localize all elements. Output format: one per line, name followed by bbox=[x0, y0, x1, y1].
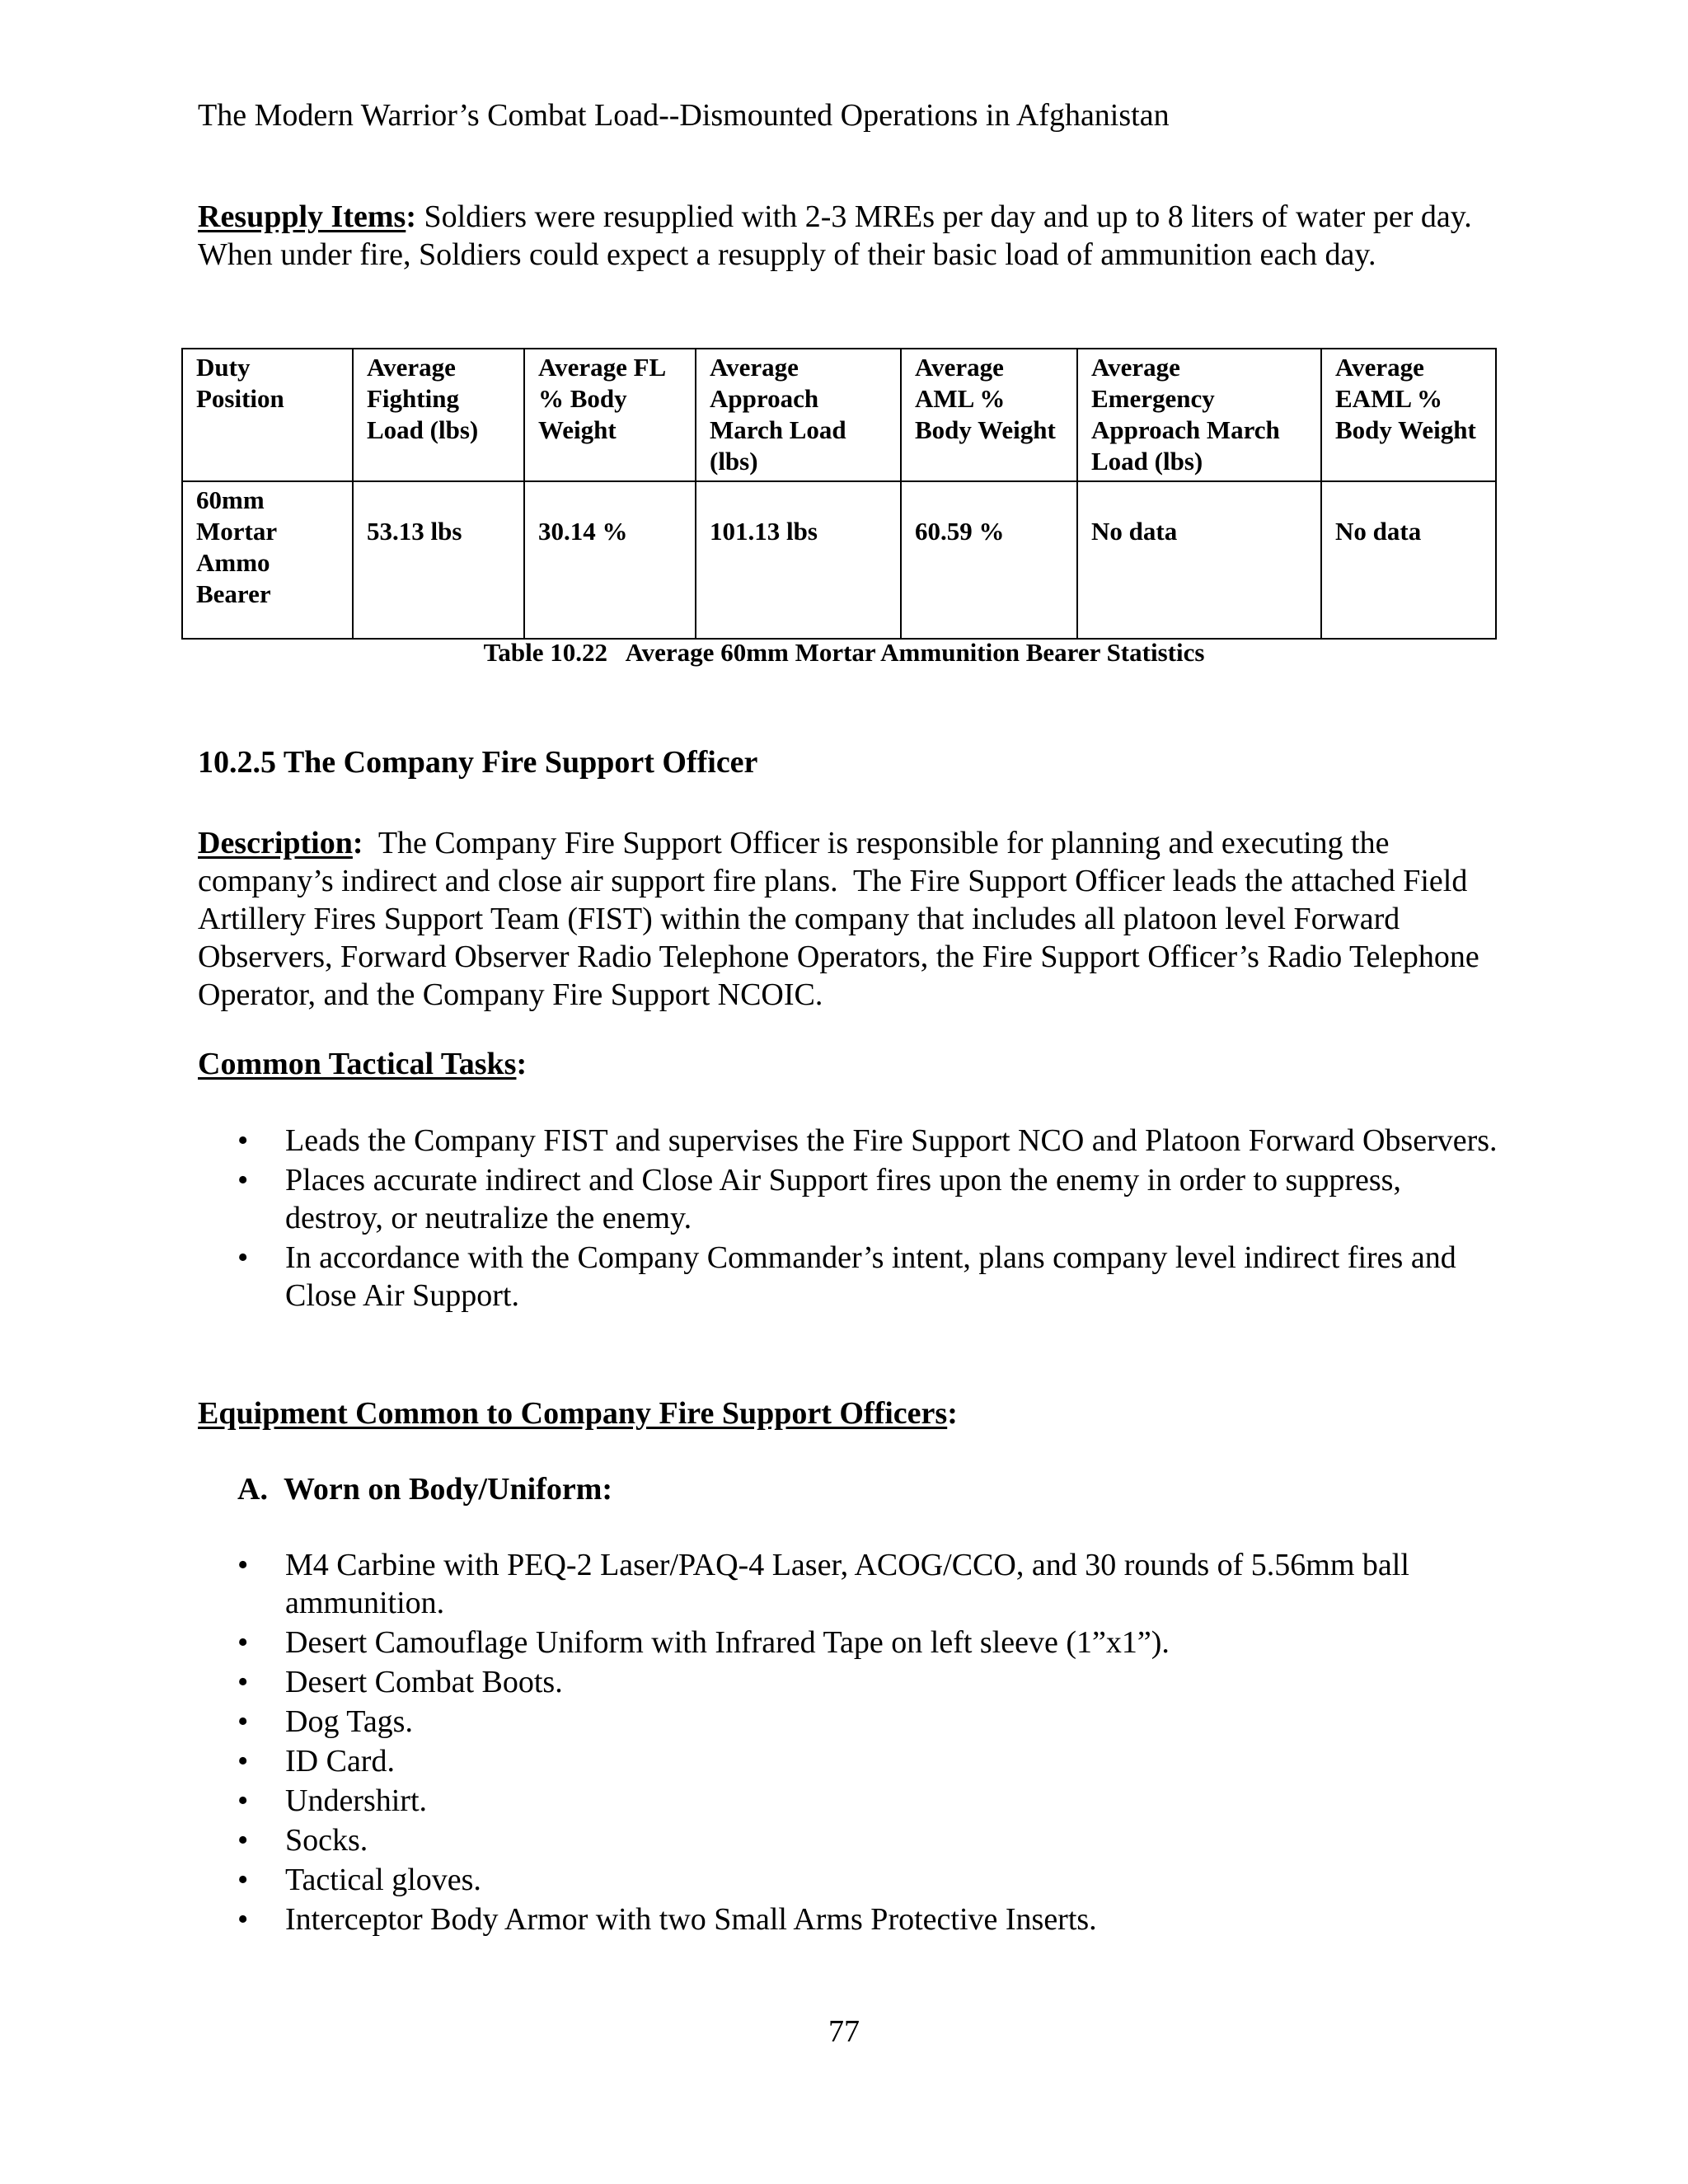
list-item bbox=[237, 1821, 1507, 1859]
table-header-cell: Duty Position bbox=[182, 349, 353, 481]
bullet-icon: • bbox=[237, 1902, 249, 1937]
tasks-list bbox=[237, 1122, 1507, 1316]
list-item-text: In accordance with the Company Commander’s intent, plans company level indirect fires and Close Air Support. bbox=[285, 1240, 1456, 1313]
table-header-row bbox=[182, 349, 1496, 481]
worn-items-list bbox=[237, 1546, 1507, 1940]
description-paragraph bbox=[198, 824, 1500, 1014]
section-title: 10.2.5 The Company Fire Support Officer bbox=[198, 745, 758, 780]
table-cell: 53.13 lbs bbox=[353, 481, 524, 639]
list-item bbox=[237, 1624, 1507, 1661]
bullet-icon: • bbox=[237, 1548, 249, 1582]
bullet-icon: • bbox=[237, 1823, 249, 1858]
table-cell: 101.13 lbs bbox=[696, 481, 901, 639]
description-label: Description bbox=[198, 826, 353, 860]
list-item bbox=[237, 1742, 1507, 1780]
table-header-cell: Average FL % Body Weight bbox=[524, 349, 696, 481]
list-item-text: Interceptor Body Armor with two Small Arms Protective Inserts. bbox=[285, 1902, 1097, 1937]
list-item-text: M4 Carbine with PEQ-2 Laser/PAQ-4 Laser, ACOG/CCO, and 30 rounds of 5.56mm ball ammunition. bbox=[285, 1548, 1409, 1620]
list-item-text: Places accurate indirect and Close Air Support fires upon the enemy in order to suppress, destroy, or neutralize the enemy. bbox=[285, 1163, 1401, 1235]
bullet-icon: • bbox=[237, 1123, 249, 1158]
table-cell: No data bbox=[1321, 481, 1496, 639]
list-item-text: ID Card. bbox=[285, 1744, 395, 1779]
list-item bbox=[237, 1703, 1507, 1741]
list-item bbox=[237, 1122, 1507, 1160]
list-item bbox=[237, 1663, 1507, 1701]
page-number: 77 bbox=[828, 2014, 860, 2049]
equipment-heading-label: Equipment Common to Company Fire Support Officers bbox=[198, 1396, 948, 1431]
list-item bbox=[237, 1239, 1507, 1315]
equipment-heading bbox=[198, 1394, 958, 1432]
worn-on-body-subheading bbox=[237, 1470, 612, 1508]
list-item bbox=[237, 1782, 1507, 1820]
statistics-table bbox=[181, 348, 1497, 640]
resupply-text: Soldiers were resupplied with 2-3 MREs per day and up to 8 liters of water per day. When under fire, Soldiers could expect a resupply of their basic load of ammunition each day. bbox=[198, 199, 1472, 272]
description-colon: : bbox=[352, 826, 363, 860]
equipment-heading-colon: : bbox=[947, 1396, 958, 1431]
resupply-paragraph bbox=[198, 198, 1500, 274]
tasks-heading-label: Common Tactical Tasks bbox=[198, 1047, 517, 1081]
list-item bbox=[237, 1546, 1507, 1622]
bullet-icon: • bbox=[237, 1744, 249, 1779]
table-header-cell: Average Approach March Load (lbs) bbox=[696, 349, 901, 481]
list-item-text: Desert Combat Boots. bbox=[285, 1665, 563, 1699]
list-item-text: Socks. bbox=[285, 1823, 368, 1858]
list-item-text: Leads the Company FIST and supervises the Fire Support NCO and Platoon Forward Observers. bbox=[285, 1123, 1498, 1158]
description-text: The Company Fire Support Officer is responsible for planning and executing the company’s indirect and close air support fire plans. The Fire Support Officer leads the attached Field Artillery Fires Support Team (FIST) within the company that includes all platoon level Forward Observers, Forward Observer Radio Telephone Operators, the Fire Support Officer’s Radio Telephone Operator, and the Company Fire Support NCOIC. bbox=[198, 826, 1488, 1012]
list-item-text: Undershirt. bbox=[285, 1783, 428, 1818]
list-item-text: Desert Camouflage Uniform with Infrared Tape on left sleeve (1”x1”). bbox=[285, 1625, 1170, 1660]
table-header-cell: Average Fighting Load (lbs) bbox=[353, 349, 524, 481]
bullet-icon: • bbox=[237, 1625, 249, 1660]
list-item bbox=[237, 1861, 1507, 1899]
bullet-icon: • bbox=[237, 1704, 249, 1739]
bullet-icon: • bbox=[237, 1665, 249, 1699]
bullet-icon: • bbox=[237, 1863, 249, 1897]
list-item bbox=[237, 1900, 1507, 1938]
table-caption: Table 10.22 Average 60mm Mortar Ammunition Bearer Statistics bbox=[483, 638, 1205, 667]
table-row bbox=[182, 481, 1496, 639]
subheading-marker: A. bbox=[237, 1472, 268, 1507]
table-cell: No data bbox=[1077, 481, 1321, 639]
bullet-icon: • bbox=[237, 1783, 249, 1818]
table-cell: 30.14 % bbox=[524, 481, 696, 639]
table-cell: 60.59 % bbox=[901, 481, 1077, 639]
running-header: The Modern Warrior’s Combat Load--Dismounted Operations in Afghanistan bbox=[198, 98, 1170, 133]
table-header-cell: Average AML % Body Weight bbox=[901, 349, 1077, 481]
resupply-label: Resupply Items bbox=[198, 199, 406, 234]
list-item-text: Dog Tags. bbox=[285, 1704, 413, 1739]
bullet-icon: • bbox=[237, 1240, 249, 1275]
list-item-text: Tactical gloves. bbox=[285, 1863, 481, 1897]
bullet-icon: • bbox=[237, 1163, 249, 1197]
table-header-cell: Average EAML % Body Weight bbox=[1321, 349, 1496, 481]
resupply-colon: : bbox=[406, 199, 416, 234]
table-cell-duty-position: 60mm Mortar Ammo Bearer bbox=[182, 481, 353, 639]
subheading-label: Worn on Body/Uniform: bbox=[284, 1472, 613, 1507]
table-header-cell: Average Emergency Approach March Load (lbs) bbox=[1077, 349, 1321, 481]
tasks-heading-colon: : bbox=[516, 1047, 528, 1081]
list-item bbox=[237, 1161, 1507, 1237]
tasks-heading bbox=[198, 1045, 527, 1083]
